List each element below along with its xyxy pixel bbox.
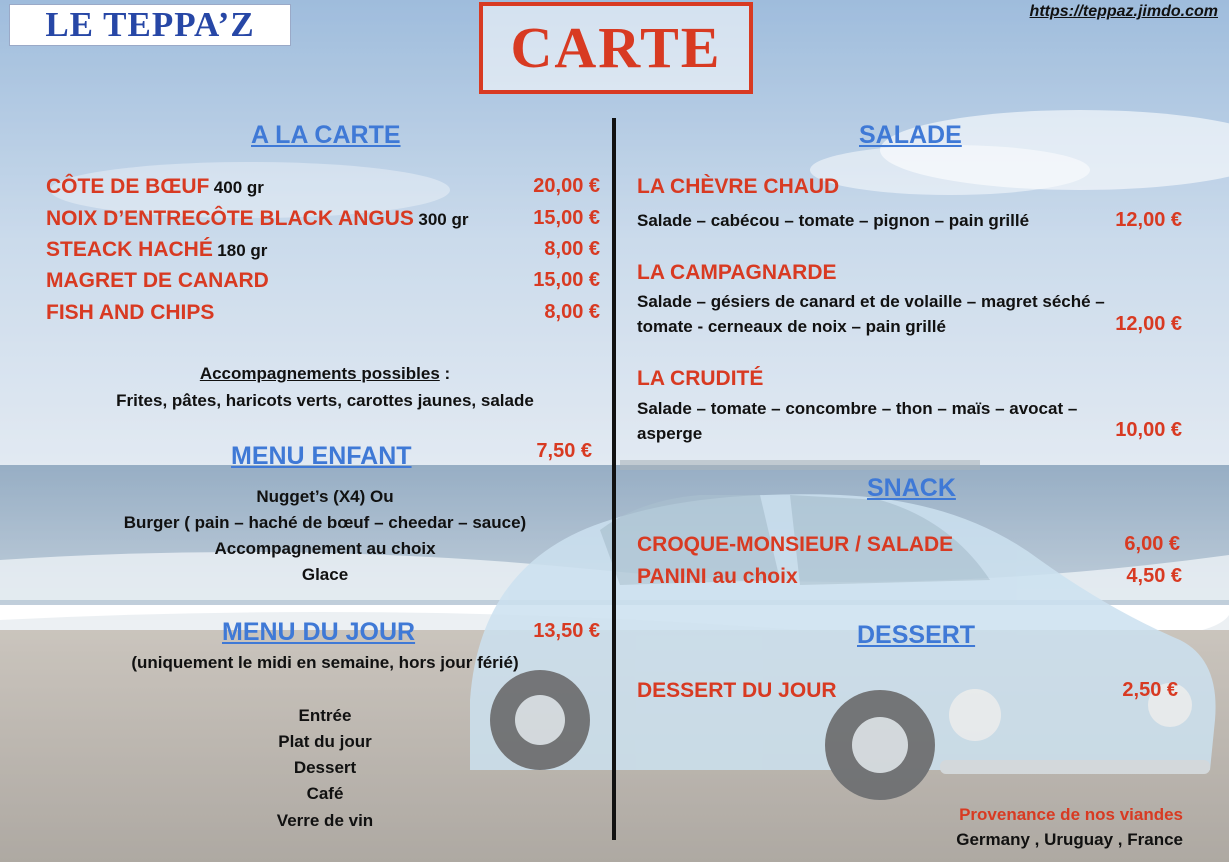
item-weight: 180 gr bbox=[217, 241, 268, 260]
item-weight: 300 gr bbox=[418, 210, 469, 229]
snack-price: 6,00 € bbox=[1124, 533, 1180, 555]
menu-du-jour-line: Plat du jour bbox=[278, 732, 372, 751]
salad-name: LA CRUDITÉ bbox=[637, 367, 764, 390]
item-name: MAGRET DE CANARD bbox=[46, 269, 269, 292]
heading-snack: SNACK bbox=[867, 474, 956, 502]
sides-label: Accompagnements possibles bbox=[199, 364, 440, 383]
item-name: STEACK HACHÉ bbox=[46, 238, 213, 261]
snack-name: PANINI au choix bbox=[637, 565, 798, 588]
item-price: 15,00 € bbox=[533, 207, 600, 229]
salad-description: Salade – cabécou – tomate – pignon – pain grillé bbox=[637, 211, 1030, 230]
menu-enfant-line: Burger ( pain – haché de bœuf – cheedar – sauce) bbox=[123, 513, 527, 532]
provenance-title: Provenance de nos viandes bbox=[959, 805, 1183, 824]
item-price: 8,00 € bbox=[544, 238, 600, 260]
heading-dessert: DESSERT bbox=[857, 621, 976, 649]
snack-price: 4,50 € bbox=[1126, 565, 1182, 587]
item-price: 15,00 € bbox=[533, 269, 600, 291]
menu-du-jour-line: Dessert bbox=[293, 758, 357, 777]
menu-item bbox=[46, 238, 267, 262]
menu-enfant-line: Glace bbox=[301, 565, 349, 584]
menu-du-jour-line: Café bbox=[306, 784, 344, 803]
item-weight: 400 gr bbox=[213, 178, 264, 197]
salad-description: Salade – gésiers de canard et de volaille – magret séché – bbox=[637, 292, 1105, 311]
menu-enfant-price: 7,50 € bbox=[536, 440, 592, 462]
salad-price: 12,00 € bbox=[1115, 209, 1182, 231]
item-price: 20,00 € bbox=[533, 175, 600, 197]
salad-price: 12,00 € bbox=[1115, 313, 1182, 335]
heading-a-la-carte: A LA CARTE bbox=[251, 121, 401, 149]
dessert-name: DESSERT DU JOUR bbox=[637, 679, 837, 702]
menu-item bbox=[46, 207, 468, 231]
menu-du-jour-line: Entrée bbox=[298, 706, 352, 725]
salad-price: 10,00 € bbox=[1115, 419, 1182, 441]
sides-list: Frites, pâtes, haricots verts, carottes jaunes, salade bbox=[116, 391, 534, 410]
restaurant-logo: LE TEPPA’Z bbox=[9, 4, 291, 46]
page-title: CARTE bbox=[479, 2, 753, 94]
menu-du-jour-price: 13,50 € bbox=[533, 620, 600, 642]
heading-salade: SALADE bbox=[859, 121, 962, 149]
website-link[interactable]: https://teppaz.jimdo.com bbox=[1029, 3, 1218, 20]
salad-description: Salade – tomate – concombre – thon – maïs – avocat – bbox=[637, 399, 1078, 418]
item-name: NOIX D’ENTRECÔTE BLACK ANGUS bbox=[46, 207, 414, 230]
heading-menu-du-jour: MENU DU JOUR bbox=[222, 618, 416, 646]
heading-menu-enfant: MENU ENFANT bbox=[231, 442, 412, 470]
item-price: 8,00 € bbox=[544, 301, 600, 323]
salad-description: tomate - cerneaux de noix – pain grillé bbox=[637, 317, 946, 336]
menu-du-jour-note: (uniquement le midi en semaine, hors jour férié) bbox=[131, 653, 519, 672]
menu-du-jour-line: Verre de vin bbox=[276, 811, 374, 830]
item-name: CÔTE DE BŒUF bbox=[46, 175, 210, 198]
menu-enfant-line: Accompagnement au choix bbox=[214, 539, 436, 558]
salad-name: LA CHÈVRE CHAUD bbox=[637, 175, 840, 198]
provenance-countries: Germany , Uruguay , France bbox=[956, 830, 1183, 849]
snack-name: CROQUE-MONSIEUR / SALADE bbox=[637, 533, 954, 556]
menu-item bbox=[46, 175, 264, 199]
item-name: FISH AND CHIPS bbox=[46, 301, 215, 324]
sides-colon: : bbox=[439, 364, 451, 383]
salad-description: asperge bbox=[637, 424, 703, 443]
menu-enfant-line: Nugget’s (X4) Ou bbox=[256, 487, 394, 506]
salad-name: LA CAMPAGNARDE bbox=[637, 261, 837, 284]
dessert-price: 2,50 € bbox=[1122, 679, 1178, 701]
sides-heading bbox=[30, 364, 620, 384]
